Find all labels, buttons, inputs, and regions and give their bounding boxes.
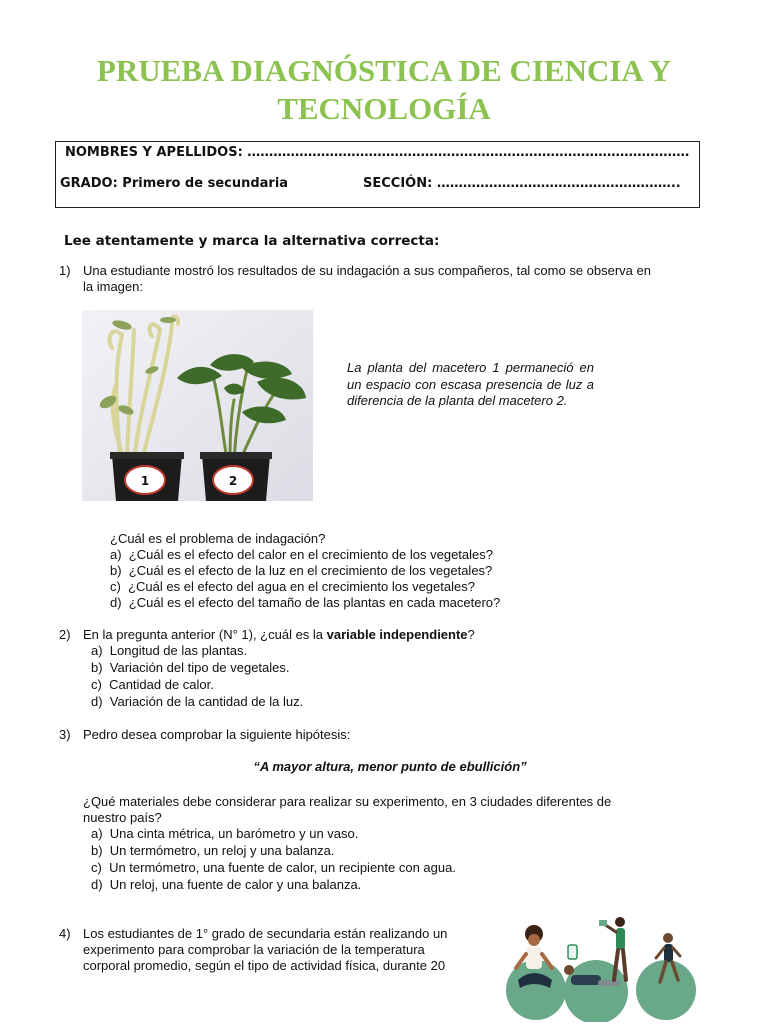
title-line-1: PRUEBA DIAGNÓSTICA DE CIENCIA Y [96,53,672,88]
question-3-option-a[interactable]: a) Una cinta métrica, un barómetro y un vaso. [91,826,359,841]
question-1-prompt: ¿Cuál es el problema de indagación? [110,531,326,546]
plants-photo [82,310,313,501]
pot-2-number: 2 [228,474,238,488]
exercise-illustration [496,910,706,1022]
section-field[interactable]: SECCIÓN: ……………………………………………….. [363,176,681,191]
question-3-option-b[interactable]: b) Un termómetro, un reloj y una balanza. [91,843,335,858]
hypothesis-text: “A mayor altura, menor punto de ebullición” [253,759,527,774]
person-yoga-icon [516,925,552,988]
student-info-box [55,141,700,208]
question-1-option-a[interactable]: a) ¿Cuál es el efecto del calor en el crecimiento de los vegetales? [110,547,493,562]
grade-label: GRADO: Primero de secundaria [60,176,289,191]
question-2-option-d[interactable]: d) Variación de la cantidad de la luz. [91,694,304,709]
question-2-text: En la pregunta anterior (N° 1), ¿cuál es la variable independiente? [83,627,475,642]
names-field[interactable]: NOMBRES Y APELLIDOS: ………………………………………………………………………………………… [65,145,690,160]
instruction-text: Lee atentamente y marca la alternativa correcta: [64,233,440,249]
question-3-option-c[interactable]: c) Un termómetro, una fuente de calor, un recipiente con agua. [91,860,456,875]
pot-1-number: 1 [140,474,150,488]
question-3-option-d[interactable]: d) Un reloj, una fuente de calor y una balanza. [91,877,362,892]
question-3-prompt-line-1: ¿Qué materiales debe considerar para realizar su experimento, en 3 ciudades diferentes de [83,794,612,809]
photo-caption: La planta del macetero 1 permaneció en un espacio con escasa presencia de luz a diferencia de la planta del macetero 2. [347,360,594,408]
question-1-text-line-1: Una estudiante mostró los resultados de su indagación a sus compañeros, tal como se observa en [83,263,651,278]
question-3-number: 3) [59,727,71,742]
question-4-number: 4) [59,926,71,941]
teal-circle-3 [636,960,696,1020]
question-2-option-a[interactable]: a) Longitud de las plantas. [91,643,248,658]
question-1-option-d[interactable]: d) ¿Cuál es el efecto del tamaño de las plantas en cada macetero? [110,595,501,610]
question-4-text-line-2: experimento para comprobar la variación de la temperatura [83,942,425,957]
page-title [40,52,728,128]
question-1-text-line-2: la imagen: [83,279,143,294]
title-line-2: TECNOLOGÍA [277,91,491,126]
question-4-text-line-3: corporal promedio, según el tipo de actividad física, durante 20 [83,958,446,973]
question-1-option-b[interactable]: b) ¿Cuál es el efecto de la luz en el crecimiento de los vegetales? [110,563,493,578]
question-1-option-c[interactable]: c) ¿Cuál es el efecto del agua en el crecimiento los vegetales? [110,579,475,594]
variable-independiente-emphasis: variable independiente [326,627,468,642]
question-3-text: Pedro desea comprobar la siguiente hipótesis: [83,727,351,742]
question-3-prompt-line-2: nuestro país? [83,810,162,825]
question-1-number: 1) [59,263,71,278]
question-2-option-c[interactable]: c) Cantidad de calor. [91,677,214,692]
question-2-option-b[interactable]: b) Variación del tipo de vegetales. [91,660,290,675]
question-2-number: 2) [59,627,71,642]
question-4-text-line-1: Los estudiantes de 1° grado de secundaria están realizando un [83,926,448,941]
